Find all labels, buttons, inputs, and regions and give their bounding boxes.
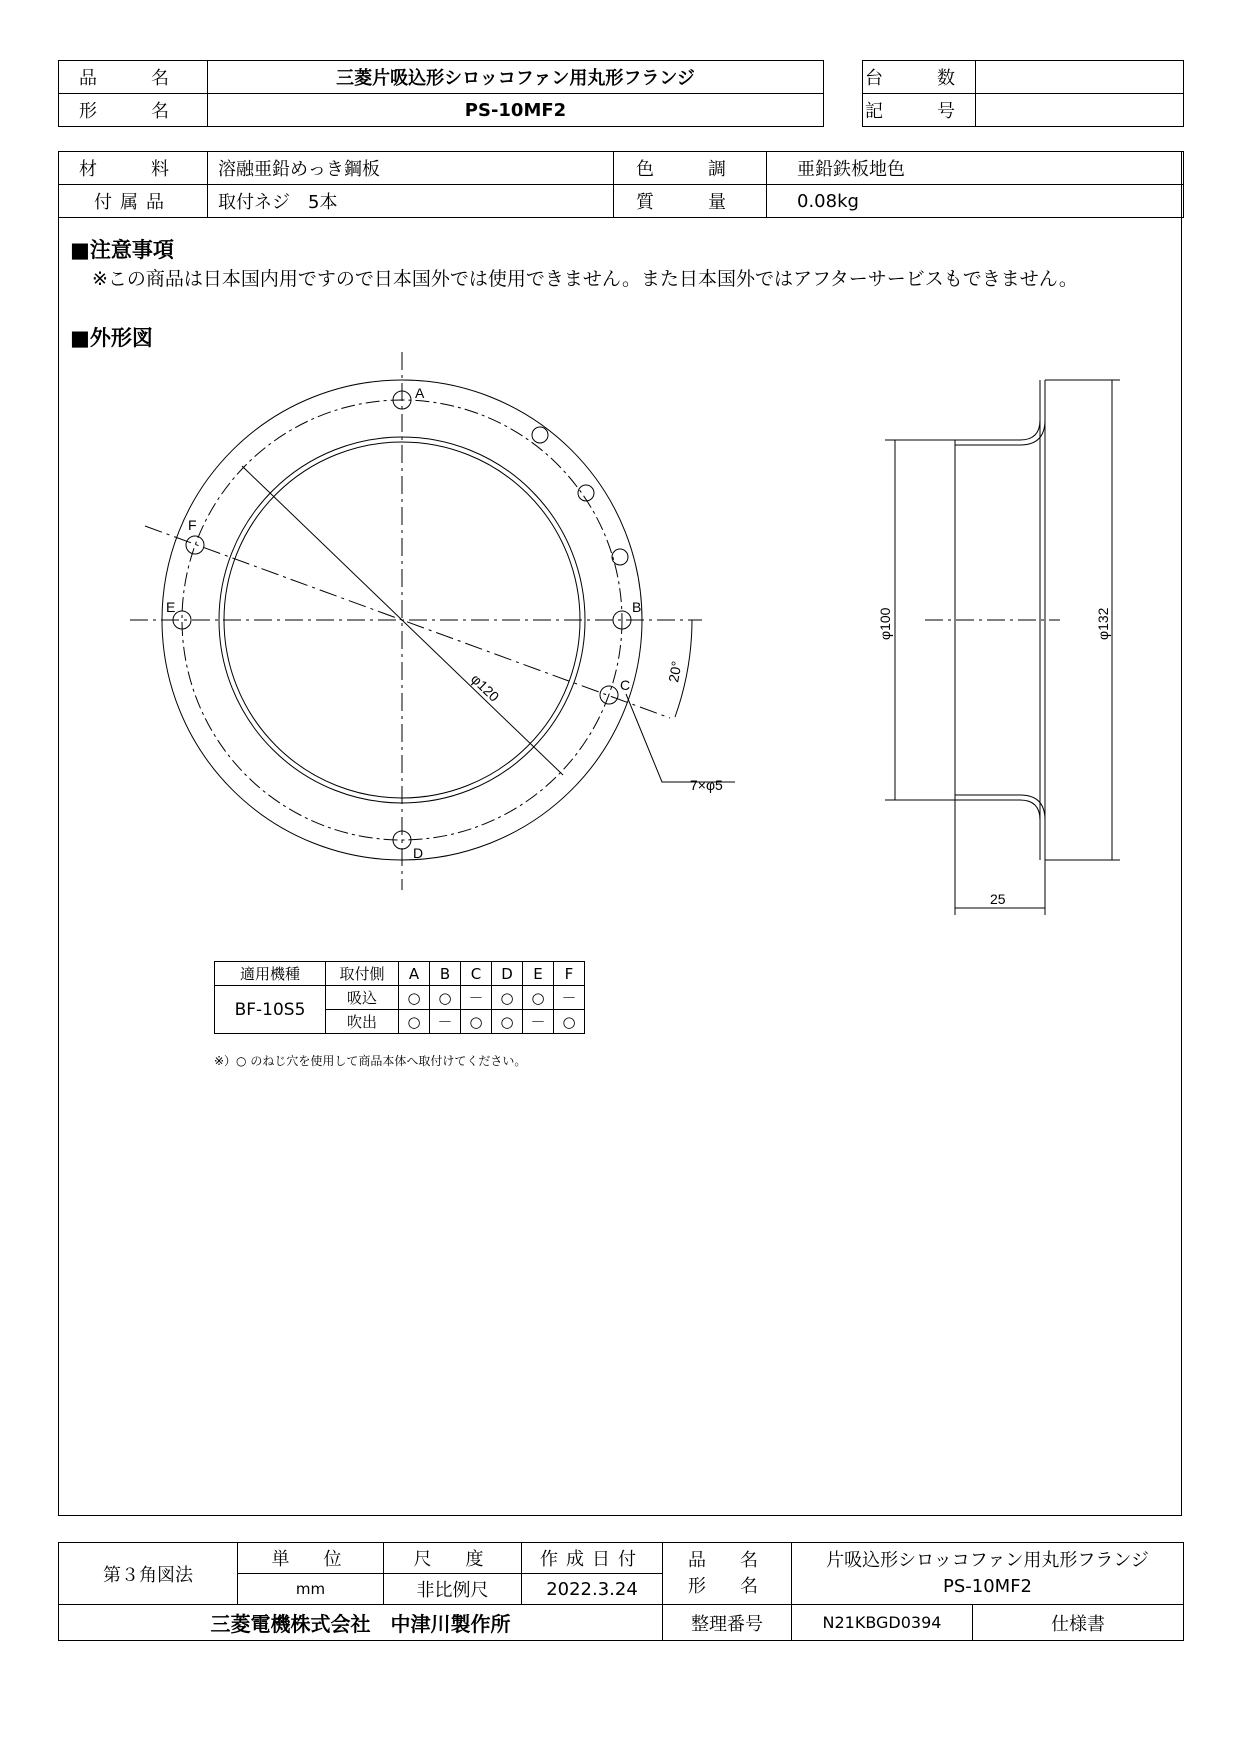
footer-model: PS-10MF2 [942,1575,1032,1597]
model-number: PS-10MF2 [208,94,824,127]
accessory-label: 付属品 [59,185,208,218]
fit-mark: － [461,986,492,1010]
dim-diameter-100: φ100 [877,607,893,640]
material-label: 材 料 [59,152,208,185]
doc-type: 仕様書 [973,1605,1184,1641]
material-value: 溶融亜鉛めっき鋼板 [208,152,614,185]
footer-model-label: 形 名 [688,1575,766,1597]
hole-label-e: E [166,599,176,615]
fit-header-side: 取付側 [326,962,399,986]
fit-header-e: E [523,962,554,986]
hole-label-a: A [415,385,425,401]
quantity-table [862,60,1184,127]
name-model-values [792,1543,1184,1605]
projection-method: 第３角図法 [59,1543,238,1605]
quantity-label: 台 数 [863,61,976,94]
fit-mark: － [430,1010,461,1034]
weight-label: 質 量 [614,185,767,218]
fit-side-outlet: 吹出 [326,1010,399,1034]
hole-leader-line [626,694,735,782]
unit-value: mm [238,1574,384,1605]
dim-depth: 25 [990,891,1006,907]
title-block [58,1542,1184,1641]
fit-header-model: 適用機種 [215,962,326,986]
fit-mark: ○ [554,1010,585,1034]
quantity-value [976,61,1184,94]
dim-diameter-120: φ120 [467,670,503,705]
color-label: 色 調 [614,152,767,185]
hole-extra-3 [612,549,628,565]
fit-footnote: ※）○ のねじ穴を使用して商品本体へ取付けてください。 [214,1054,527,1068]
symbol-label: 記 号 [863,94,976,127]
fitting-table [214,961,585,1034]
weight-value: 0.08kg [767,185,1184,218]
fit-header-b: B [430,962,461,986]
accessory-value: 取付ネジ 5本 [208,185,614,218]
fit-mark: ○ [492,1010,523,1034]
product-header-table [58,60,824,127]
company-name: 三菱電機株式会社 中津川製作所 [59,1605,663,1641]
hole-f [186,536,204,554]
fit-mark: ○ [523,986,554,1010]
fit-header-f: F [554,962,585,986]
notice-title: ■注意事項 [70,238,174,262]
notice-text: ※この商品は日本国内用ですので日本国外では使用できません。また日本国外ではアフターサービスもできません。 [92,268,1078,290]
side-top-profile-outer [955,380,1040,440]
name-model-labels [663,1543,792,1605]
date-label: 作成日付 [522,1543,663,1574]
unit-label: 単 位 [238,1543,384,1574]
spec-table [58,151,1184,218]
model-label: 形 名 [59,94,208,127]
fit-mark: ○ [430,986,461,1010]
fit-header-d: D [492,962,523,986]
hole-label-b: B [632,599,642,615]
hole-label-d: D [413,845,424,861]
ref-label: 整理番号 [663,1605,792,1641]
fit-model: BF-10S5 [215,986,326,1034]
footer-product-name: 片吸込形シロッコファン用丸形フランジ [826,1549,1149,1571]
hole-extra-1 [532,427,548,443]
hole-label-c: C [620,677,631,693]
outline-title: ■外形図 [70,326,153,350]
side-bottom-profile-outer [955,800,1040,860]
side-top-profile-inner [955,380,1045,445]
dim-diameter-132: φ132 [1095,607,1111,640]
outline-drawing [58,340,1158,940]
hole-label-f: F [188,517,197,533]
ref-number: N21KBGD0394 [792,1605,973,1641]
dim-angle: 20° [665,659,685,684]
fit-mark: ○ [399,1010,430,1034]
fit-mark: － [554,986,585,1010]
color-value: 亜鉛鉄板地色 [767,152,1184,185]
scale-label: 尺 度 [384,1543,522,1574]
dim-holes: 7×φ5 [690,777,723,793]
fit-mark: ○ [461,1010,492,1034]
fit-header-a: A [399,962,430,986]
symbol-value [976,94,1184,127]
date-value: 2022.3.24 [522,1574,663,1605]
fit-mark: ○ [492,986,523,1010]
product-name-label: 品 名 [59,61,208,94]
fit-header-c: C [461,962,492,986]
side-bottom-profile-inner [955,795,1045,860]
scale-value: 非比例尺 [384,1574,522,1605]
fit-mark: ○ [399,986,430,1010]
product-name: 三菱片吸込形シロッコファン用丸形フランジ [208,61,824,94]
fit-mark: － [523,1010,554,1034]
footer-name-label: 品 名 [688,1549,766,1571]
fit-side-intake: 吸込 [326,986,399,1010]
